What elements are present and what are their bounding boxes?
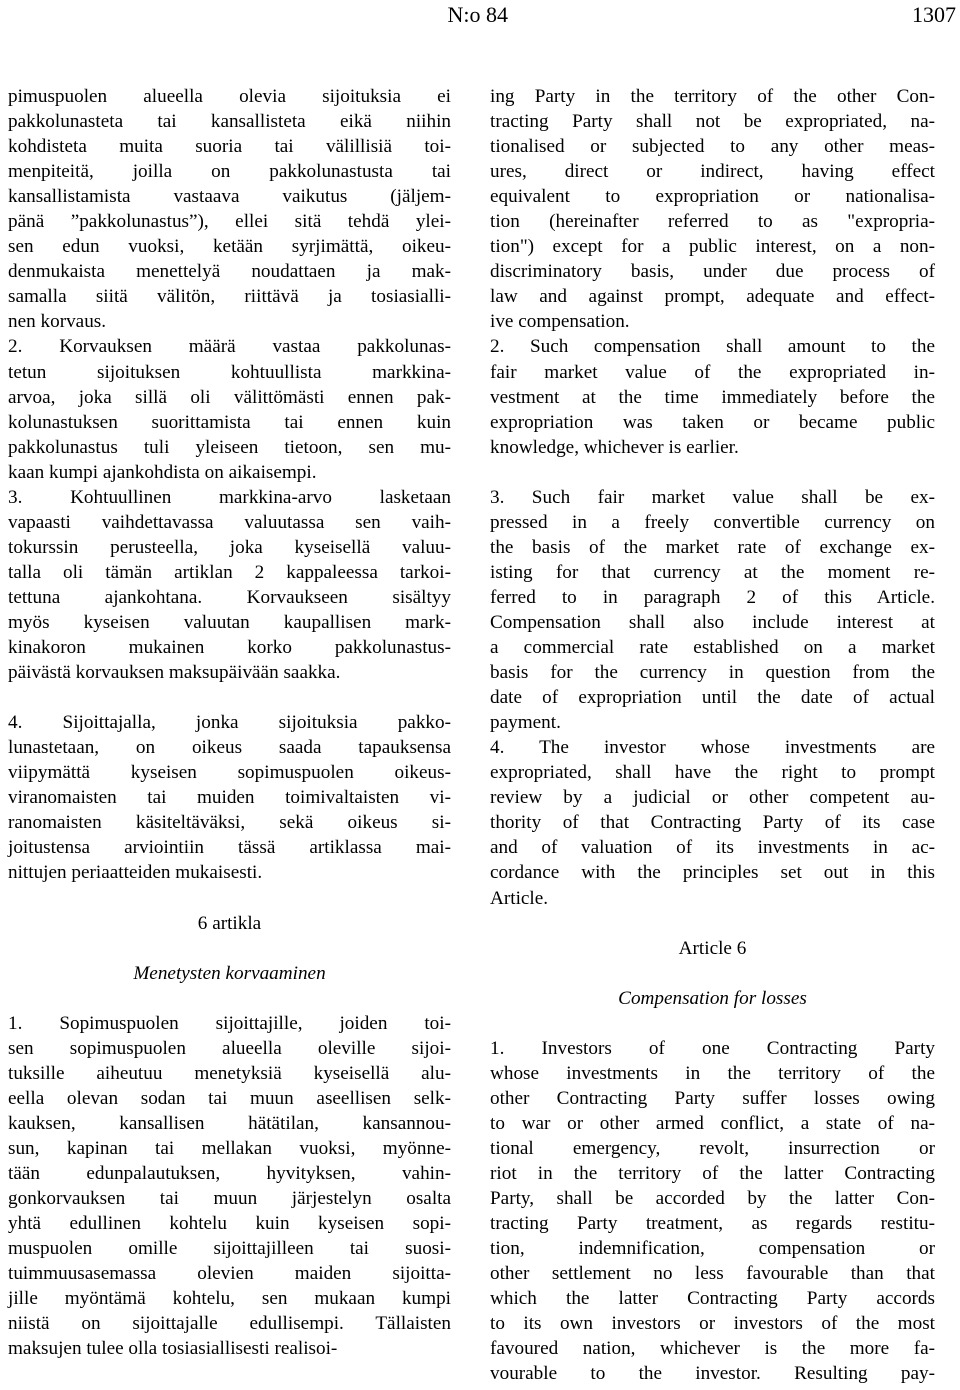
text-line: tuksille aiheutuu menetyksiä kyseisellä alu- <box>8 1062 451 1084</box>
text-line: a commercial rate established on a market <box>490 637 935 659</box>
blank-line <box>8 685 451 710</box>
text-line: jille myöntämä kohtelu, sen mukaan kumpi <box>8 1288 451 1310</box>
page-number: 1307 <box>912 2 956 27</box>
text-line: vourable to the investor. Resulting pay- <box>490 1363 935 1385</box>
text-line: discriminatory basis, under due process of <box>490 261 935 283</box>
text-line: fair market value of the expropriated in- <box>490 361 935 383</box>
text-line: kauksen, kansallisen hätätilan, kansannou- <box>8 1112 451 1134</box>
text-line: Article. <box>490 887 549 909</box>
text-line: to its own investors or investors of the most <box>490 1313 935 1335</box>
text-line: and of valuation of its investments in ac- <box>490 837 935 859</box>
text-line: pimuspuolen alueella olevia sijoituksia ei <box>8 86 451 107</box>
text-line: ing Party in the territory of the other Con- <box>490 86 935 107</box>
text-line: cordance with the principles set out in this <box>490 862 935 884</box>
text-line: joitustensa arviointiin tässä artiklassa mai- <box>8 837 451 859</box>
text-line: myös kyseisen valuutan kaupallisen mark- <box>8 611 451 633</box>
text-line: ranomaisten käsiteltäväksi, sekä oikeus si- <box>8 812 451 834</box>
text-line: pänä ”pakkolunastus”), ellei sitä tehdä ylei- <box>8 211 451 233</box>
text-line: tion, indemnification, compensation or <box>490 1238 935 1260</box>
text-line: tokurssin perusteella, joka kyseisellä valuu- <box>8 536 451 558</box>
page-header <box>0 0 960 30</box>
text-line: sen sopimuspuolen alueella oleville sijoi- <box>8 1037 451 1059</box>
text-line: tion") except for a public interest, on a non- <box>490 236 935 258</box>
text-line: ferred to in paragraph 2 of this Article. <box>490 586 935 608</box>
text-line: expropriation was taken or became public <box>490 411 935 433</box>
text-line: kaan kumpi ajankohdista on aikaisempi. <box>8 461 317 483</box>
text-line: isting for that currency at the moment re- <box>490 561 935 583</box>
text-line: kansallistamista vastaava vaikutus (jäljem- <box>8 186 451 208</box>
blank-line <box>490 911 935 936</box>
text-line: yhtä edullinen kohtelu kuin kyseisen sopi- <box>8 1213 451 1235</box>
text-line: 2. Such compensation shall amount to the <box>490 336 935 358</box>
article-heading: 6 artikla <box>197 912 262 934</box>
text-line: tion (hereinafter referred to as "expropria- <box>490 211 935 233</box>
blank-line <box>8 886 451 911</box>
text-line: tään edunpalautuksen, hyvityksen, vahin- <box>8 1163 451 1185</box>
article-heading: Article 6 <box>678 937 747 959</box>
text-line: lunastetaan, on oikeus saada tapauksensa <box>8 737 451 759</box>
text-line: 1. Investors of one Contracting Party <box>490 1037 935 1059</box>
text-line: gonkorvauksen tai muun järjestelyn osalta <box>8 1188 451 1210</box>
text-line: which the latter Contracting Party accords <box>490 1288 935 1310</box>
text-line: 4. The investor whose investments are <box>490 737 935 759</box>
text-line: riot in the territory of the latter Contracting <box>490 1163 935 1185</box>
text-line: viipymättä kyseisen sopimuspuolen oikeus- <box>8 762 451 784</box>
text-line: päivästä korvauksen maksupäivään saakka. <box>8 662 341 684</box>
text-line: tracting Party treatment, as regards restitu- <box>490 1213 935 1235</box>
text-line: 3. Such fair market value shall be ex- <box>490 486 935 508</box>
text-line: ures, direct or indirect, having effect <box>490 161 935 183</box>
document-number: N:o 84 <box>447 2 508 27</box>
text-line: tuimmuusasemassa olevien maiden sijoitta- <box>8 1263 451 1285</box>
text-line: talla oli tämän artiklan 2 kappaleessa tarkoi- <box>8 561 451 583</box>
text-line: other settlement no less favourable than that <box>490 1263 935 1285</box>
text-line: expropriated, shall have the right to prompt <box>490 762 935 784</box>
blank-line <box>8 986 451 1011</box>
text-line: tionalised or subjected to any other meas- <box>490 136 935 158</box>
text-line: to war or other armed conflict, a state of na- <box>490 1112 935 1134</box>
text-line: tetun sijoituksen kohtuullista markkina- <box>8 361 451 383</box>
text-line: whose investments in the territory of the <box>490 1062 935 1084</box>
text-line: 4. Sijoittajalla, jonka sijoituksia pakko- <box>8 712 451 734</box>
blank-line <box>490 460 935 485</box>
text-line: nen korvaus. <box>8 311 107 333</box>
text-line: law and against prompt, adequate and effect- <box>490 286 935 308</box>
text-line: samalla siitä välitön, riittävä ja tosiasialli- <box>8 286 451 308</box>
article-subtitle: Menetysten korvaaminen <box>133 962 326 984</box>
text-line: 1. Sopimuspuolen sijoittajille, joiden toi- <box>8 1012 451 1034</box>
text-line: tracting Party shall not be expropriated, na- <box>490 111 935 133</box>
text-line: 2. Korvauksen määrä vastaa pakkolunas- <box>8 336 451 358</box>
text-line: pakkolunasteta tai kansallisteta eikä niihin <box>8 111 451 133</box>
text-line: vestment at the time immediately before the <box>490 386 935 408</box>
text-line: date of expropriation until the date of actual <box>490 687 935 709</box>
blank-line <box>490 1011 935 1036</box>
text-line: vapaasti vaihdettavassa valuutassa sen vaih- <box>8 511 451 533</box>
text-line: sun, kapinan tai mellakan vuoksi, myönne- <box>8 1137 451 1159</box>
text-line: tional emergency, revolt, insurrection or <box>490 1137 935 1159</box>
text-line: payment. <box>490 712 561 734</box>
article-subtitle: Compensation for losses <box>618 987 807 1009</box>
blank-line <box>8 936 451 961</box>
text-line: arvoa, joka sillä oli välittömästi ennen pak- <box>8 386 451 408</box>
finnish-column <box>8 84 451 1361</box>
text-line: favoured nation, whichever is the more fa- <box>490 1338 935 1360</box>
text-line: ive compensation. <box>490 311 630 333</box>
text-line: pressed in a freely convertible currency on <box>490 511 935 533</box>
text-line: sen edun vuoksi, ketään syrjimättä, oikeu- <box>8 236 451 258</box>
text-line: basis for the currency in question from the <box>490 662 935 684</box>
text-line: Party, shall be accorded by the latter Con- <box>490 1188 935 1210</box>
text-line: pakkolunastus tuli yleiseen tietoon, sen mu- <box>8 436 451 458</box>
text-line: Compensation shall also include interest at <box>490 611 935 633</box>
text-line: tettuna ajankohtana. Korvaukseen sisältyy <box>8 586 451 608</box>
text-line: equivalent to expropriation or nationalisa- <box>490 186 935 208</box>
text-line: 3. Kohtuullinen markkina-arvo lasketaan <box>8 486 451 508</box>
text-line: kolunastuksen suorittamista tai ennen kuin <box>8 411 451 433</box>
text-line: thority of that Contracting Party of its case <box>490 812 935 834</box>
text-line: review by a judicial or other competent au- <box>490 787 935 809</box>
text-line: niistä on sijoittajalle edullisempi. Tällaisten <box>8 1313 451 1335</box>
text-line: viranomaisten tai muiden toimivaltaisten vi- <box>8 787 451 809</box>
text-line: kohdisteta muita suoria tai välillisiä toi- <box>8 136 451 158</box>
blank-line <box>490 961 935 986</box>
english-column <box>490 84 935 1386</box>
text-line: maksujen tulee olla tosiasiallisesti realisoi- <box>8 1338 338 1360</box>
text-line: nittujen periaatteiden mukaisesti. <box>8 862 263 884</box>
text-line: denmukaista menettelyä noudattaen ja mak- <box>8 261 451 283</box>
text-line: eella olevan sodan tai muun aseellisen selk- <box>8 1087 451 1109</box>
text-line: other Contracting Party suffer losses owing <box>490 1087 935 1109</box>
text-line: muspuolen omille sijoittajilleen tai suosi- <box>8 1238 451 1260</box>
text-line: knowledge, whichever is earlier. <box>490 436 739 458</box>
text-line: kinakoron mukainen korko pakkolunastus- <box>8 637 451 659</box>
text-line: menpiteitä, joilla on pakkolunastusta tai <box>8 161 451 183</box>
text-line: the basis of the market rate of exchange ex- <box>490 536 935 558</box>
